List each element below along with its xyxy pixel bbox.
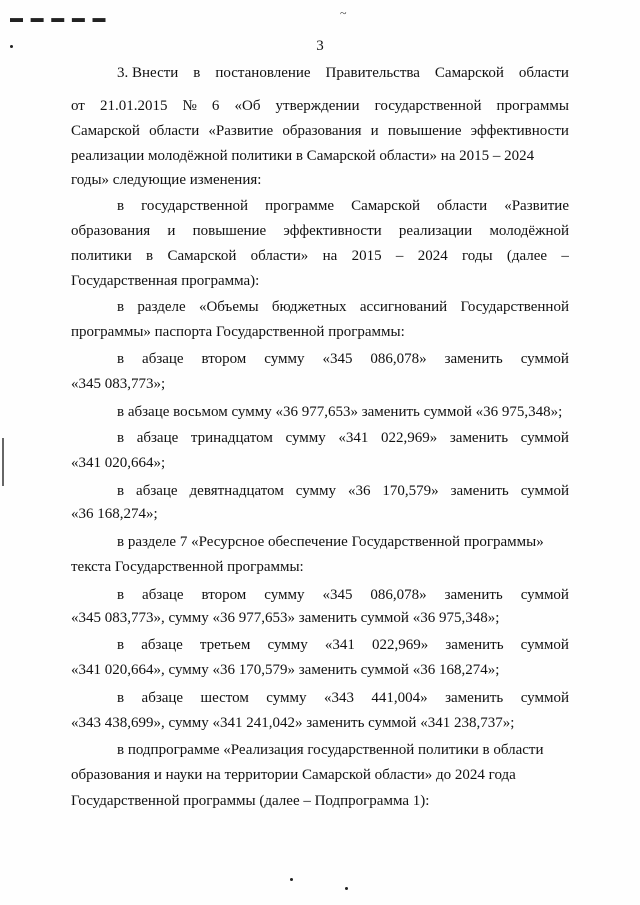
- text-line: [71, 505, 158, 523]
- text-word: образования: [282, 123, 362, 139]
- text-line: [71, 272, 259, 290]
- text-word: шестом: [200, 690, 249, 706]
- text-word: в: [117, 483, 125, 499]
- text-line: [117, 64, 569, 82]
- text-line: [71, 247, 569, 265]
- text-word: суммой: [520, 351, 569, 367]
- text-line: [117, 197, 569, 215]
- text-word: «345 083,773», сумму «36 977,653» заменить суммой «36 975,348»;: [71, 610, 500, 626]
- text-line: [71, 792, 429, 810]
- text-word: годы» следующие изменения:: [71, 172, 262, 188]
- text-line: [71, 714, 514, 732]
- text-line: [71, 558, 304, 576]
- text-word: в подпрограмме «Реализация государственной политики в области: [117, 742, 544, 758]
- text-line: [71, 122, 569, 140]
- text-word: ассигнований: [359, 299, 448, 315]
- text-word: сумму: [264, 587, 305, 603]
- text-word: «341: [338, 430, 369, 446]
- text-word: суммой: [520, 483, 569, 499]
- text-word: заменить: [444, 587, 503, 603]
- text-word: (далее: [506, 248, 548, 264]
- text-word: сумму: [295, 483, 337, 499]
- text-word: абзаце: [136, 483, 178, 499]
- text-line: [71, 375, 165, 393]
- text-word: 086,078»: [370, 587, 427, 603]
- text-word: заменить: [445, 690, 504, 706]
- text-word: годы: [461, 248, 493, 264]
- text-word: образования: [71, 223, 151, 239]
- text-word: 441,004»: [371, 690, 428, 706]
- text-word: «Об: [234, 98, 261, 114]
- text-word: заменить: [445, 637, 504, 653]
- text-line: [117, 403, 562, 421]
- text-word: эффективности: [283, 223, 382, 239]
- text-word: «36: [347, 483, 371, 499]
- text-word: области»: [250, 248, 309, 264]
- text-line: [71, 454, 165, 472]
- text-word: повышение: [192, 223, 267, 239]
- text-word: Государственной: [460, 299, 569, 315]
- text-word: 2024: [417, 248, 448, 264]
- text-word: разделе: [137, 299, 186, 315]
- text-word: области: [437, 198, 488, 214]
- text-word: государственной: [374, 98, 482, 114]
- scan-artifact-dot: [345, 887, 348, 890]
- text-word: абзаце: [142, 587, 184, 603]
- text-word: 170,579»: [382, 483, 439, 499]
- text-word: Самарской: [167, 248, 237, 264]
- text-word: втором: [201, 587, 247, 603]
- text-word: образования и науки на территории Самарской области» до 2024 года: [71, 767, 516, 783]
- text-word: на: [322, 248, 338, 264]
- text-word: «343: [323, 690, 354, 706]
- text-word: –: [561, 248, 569, 264]
- text-word: в: [117, 299, 125, 315]
- text-word: эффективности: [470, 123, 569, 139]
- scan-artifact-dashes: ▬ ▬ ▬ ▬ ▬: [10, 10, 108, 25]
- text-word: в абзаце восьмом сумму «36 977,653» заменить суммой «36 975,348»;: [117, 404, 563, 420]
- text-word: «345: [322, 587, 353, 603]
- text-line: [71, 661, 499, 679]
- text-word: в разделе 7 «Ресурсное обеспечение Государственной программы»: [117, 534, 544, 550]
- text-word: –: [395, 248, 404, 264]
- text-word: в: [117, 351, 125, 367]
- text-word: «Развитие: [208, 123, 274, 139]
- text-word: тринадцатом: [190, 430, 273, 446]
- text-word: «341: [324, 637, 355, 653]
- text-word: бюджетных: [271, 299, 347, 315]
- text-word: текста Государственной программы:: [71, 559, 304, 575]
- text-word: Самарской: [351, 198, 420, 214]
- text-word: программы» паспорта Государственной программы:: [71, 324, 405, 340]
- text-word: Самарской: [434, 65, 504, 81]
- text-word: «Развитие: [504, 198, 569, 214]
- text-line: [117, 636, 569, 654]
- text-line: [117, 689, 569, 707]
- text-word: заменить: [450, 483, 509, 499]
- text-word: программы: [496, 98, 569, 114]
- text-line: [71, 766, 516, 784]
- text-word: абзаце: [142, 351, 184, 367]
- scan-artifact-dot: [290, 878, 293, 881]
- text-word: постановление: [215, 65, 311, 81]
- text-word: политики: [71, 248, 132, 264]
- scan-artifact-edge-line: [2, 438, 4, 486]
- text-word: молодёжной: [489, 223, 569, 239]
- text-word: «343 438,699», сумму «341 241,042» заменить суммой «341 238,737»;: [71, 715, 515, 731]
- text-word: сумму: [267, 637, 308, 653]
- text-word: в: [117, 587, 125, 603]
- text-word: абзаце: [141, 637, 183, 653]
- text-line: [117, 741, 543, 759]
- text-word: 2015: [351, 248, 382, 264]
- text-line: [71, 323, 405, 341]
- text-word: «345: [322, 351, 353, 367]
- text-word: заменить: [444, 351, 503, 367]
- text-word: третьем: [199, 637, 251, 653]
- text-word: абзаце: [136, 430, 179, 446]
- text-word: в: [193, 65, 201, 81]
- text-line: [117, 533, 544, 551]
- text-word: сумму: [266, 690, 307, 706]
- scan-artifact-mark: ~: [340, 6, 347, 20]
- text-line: [71, 97, 569, 115]
- text-line: [117, 350, 569, 368]
- text-word: 21.01.2015: [99, 98, 168, 114]
- text-word: «341 020,664»;: [71, 455, 166, 471]
- text-word: заменить: [449, 430, 509, 446]
- text-word: программе: [265, 198, 335, 214]
- text-word: «345 083,773»;: [71, 376, 166, 392]
- text-line: [71, 147, 534, 165]
- text-line: [117, 429, 569, 447]
- text-word: суммой: [520, 690, 569, 706]
- text-word: 6: [211, 98, 220, 114]
- text-word: государственной: [141, 198, 249, 214]
- text-word: утверждении: [275, 98, 360, 114]
- text-word: в: [146, 248, 154, 264]
- text-word: девятнадцатом: [189, 483, 284, 499]
- text-word: суммой: [520, 587, 569, 603]
- text-word: №: [182, 98, 197, 114]
- text-line: [117, 586, 569, 604]
- text-word: сумму: [285, 430, 326, 446]
- text-line: [117, 482, 569, 500]
- text-word: реализации молодёжной политики в Самарской области» на 2015 – 2024: [71, 148, 535, 164]
- text-word: абзаце: [141, 690, 184, 706]
- text-word: втором: [201, 351, 247, 367]
- text-word: в: [117, 690, 125, 706]
- text-word: в: [117, 637, 125, 653]
- text-word: «341 020,664», сумму «36 170,579» заменить суммой «36 168,274»;: [71, 662, 500, 678]
- text-line: [71, 609, 499, 627]
- text-word: Правительства: [325, 65, 420, 81]
- text-word: «Объемы: [198, 299, 259, 315]
- text-word: от: [71, 98, 85, 114]
- page-number: 3: [316, 38, 324, 54]
- text-word: суммой: [520, 430, 569, 446]
- text-word: повышение: [387, 123, 462, 139]
- text-word: суммой: [520, 637, 569, 653]
- text-word: в: [117, 198, 125, 214]
- text-word: 086,078»: [370, 351, 427, 367]
- text-word: 3. Внести: [117, 65, 179, 81]
- text-word: Государственная программа):: [71, 273, 260, 289]
- text-word: в: [117, 430, 125, 446]
- text-word: 022,969»: [371, 637, 429, 653]
- text-word: области: [149, 123, 200, 139]
- text-line: [117, 298, 569, 316]
- text-word: 022,969»: [380, 430, 438, 446]
- text-word: Самарской: [71, 123, 140, 139]
- text-word: сумму: [264, 351, 305, 367]
- text-line: [71, 171, 261, 189]
- text-word: реализации: [398, 223, 473, 239]
- text-word: Государственной программы (далее – Подпрограмма 1):: [71, 793, 430, 809]
- text-word: «36 168,274»;: [71, 506, 158, 522]
- text-line: [71, 222, 569, 240]
- text-word: области: [518, 65, 569, 81]
- text-word: и: [370, 123, 379, 139]
- text-word: и: [167, 223, 176, 239]
